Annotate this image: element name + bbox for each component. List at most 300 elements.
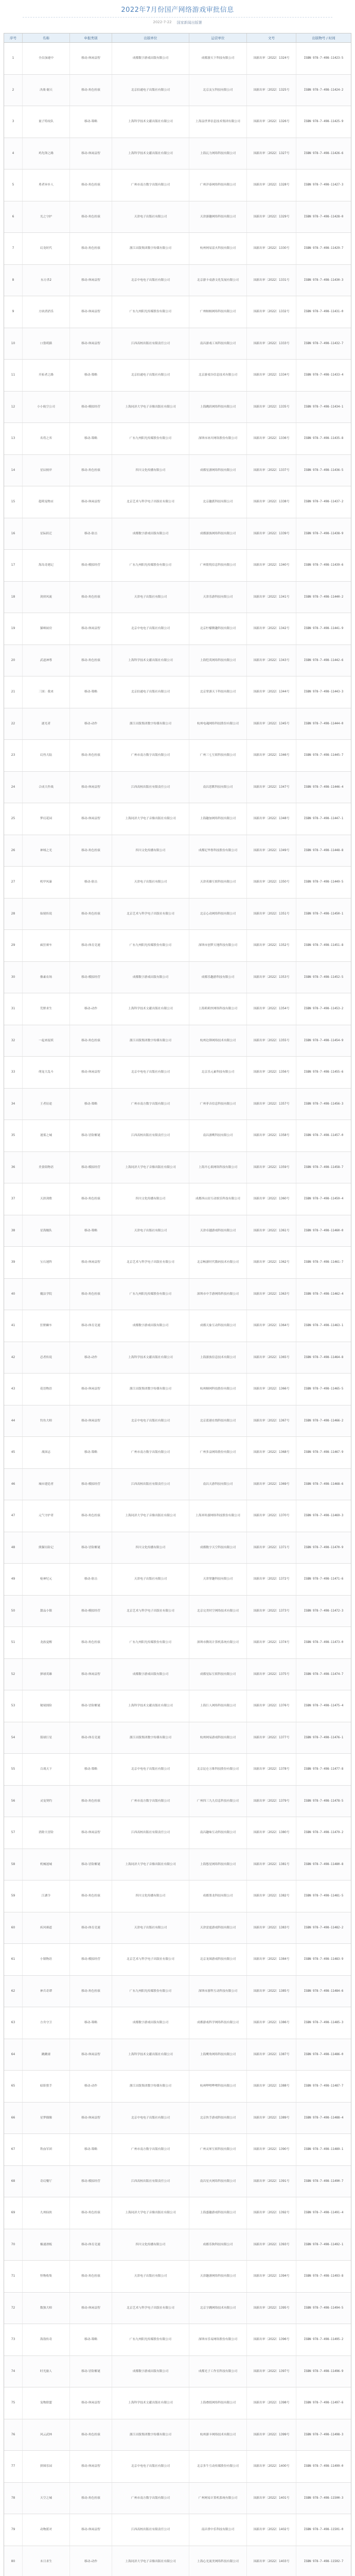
operator-cell: 成都西山居互动娱乐科技有限公司 <box>189 1183 247 1215</box>
isbn-cell: ISBN 978-7-498-11427-3 <box>304 183 344 187</box>
row-index-cell: 30 <box>4 962 23 993</box>
publisher-cell: 江西高校出版社有限责任公司 <box>112 328 189 360</box>
publisher-cell: 北京艺术与科学电子出版社有限公司 <box>112 486 189 518</box>
category-cell: 移动-模拟经营 <box>70 1944 112 1975</box>
approval-number-cell: 国新出审〔2022〕1398号 <box>247 2387 296 2419</box>
isbn-cell: ISBN 978-7-498-11461-7 <box>304 1261 344 1264</box>
category-cell: 移动-休闲益智 <box>70 138 112 170</box>
publisher-cell: 北京中电电子出版社有限公司 <box>112 1405 189 1437</box>
row-index-cell: 25 <box>4 803 23 835</box>
table-row <box>4 2356 351 2388</box>
operator-cell: 上海跳跃网络科技有限公司 <box>189 392 247 423</box>
game-name-cell: 神域之光 <box>23 835 70 867</box>
column-header-publisher: 出版单位 <box>112 33 189 42</box>
approval-number-cell: 国新出审〔2022〕1350号 <box>247 867 296 898</box>
operator-cell: 上海鹰角网络科技有限公司 <box>189 2039 247 2071</box>
operator-cell: 广州网易计算机系统有限公司 <box>189 2483 247 2514</box>
operator-cell: 广州多益网络股份有限公司 <box>189 1437 247 1468</box>
game-name-cell: 篮球巨星 <box>23 1722 70 1754</box>
game-name-cell: 枪神纪元 <box>23 1564 70 1595</box>
row-index-cell: 21 <box>4 676 23 708</box>
column-header-index: 序号 <box>4 33 23 42</box>
operator-cell: 杭州电魂网络科技股份有限公司 <box>189 708 247 740</box>
approval-number-cell: 国新出审〔2022〕1366号 <box>247 1374 296 1405</box>
publisher-cell: 广东九州阳光传媒股份有限公司 <box>112 2324 189 2355</box>
table-row <box>4 1500 351 1532</box>
game-name-cell: 怪物收集 <box>23 2261 70 2292</box>
category-cell: 移动-休闲益智 <box>70 296 112 328</box>
operator-cell: 天津趣游网络科技有限公司 <box>189 2261 247 2292</box>
operator-cell: 上海莉莉丝网络科技有限公司 <box>189 993 247 1025</box>
category-cell: 移动-休闲益智 <box>70 1057 112 1088</box>
approval-number-cell: 国新出审〔2022〕1386号 <box>247 2007 296 2039</box>
row-index-cell: 45 <box>4 1437 23 1468</box>
row-index-cell: 2 <box>4 75 23 106</box>
operator-cell: 上海叠纸网络科技有限公司 <box>189 2387 247 2419</box>
row-index-cell: 62 <box>4 1976 23 2007</box>
game-name-cell: 数独大师 <box>23 2293 70 2324</box>
category-cell: 移动-模拟经营 <box>70 392 112 423</box>
operator-cell: 成都光子工作室科技有限公司 <box>189 2356 247 2387</box>
publisher-cell: 天津电子出版社有限公司 <box>112 2261 189 2292</box>
approval-number-cell: 国新出审〔2022〕1352号 <box>247 930 296 961</box>
isbn-cell: ISBN 978-7-498-11463-1 <box>304 1324 344 1327</box>
approval-number-cell: 国新出审〔2022〕1375号 <box>247 1659 296 1690</box>
category-cell: 移动-体育竞速 <box>70 930 112 961</box>
publisher-cell: 四川文化传播有限公司 <box>112 2229 189 2261</box>
game-name-cell: 机甲风暴 <box>23 867 70 898</box>
table-row <box>4 201 351 233</box>
table-row <box>4 1754 351 1786</box>
table-row <box>4 1880 351 1912</box>
row-index-cell: 61 <box>4 1944 23 1975</box>
publisher-cell: 北京艺术与科学电子出版社有限公司 <box>112 899 189 930</box>
category-cell: 移动-射击 <box>70 867 112 898</box>
game-name-cell: 剑侠风流 <box>23 582 70 613</box>
category-cell: 移动-角色扮演 <box>70 899 112 930</box>
category-cell: 移动-角色扮演 <box>70 2261 112 2292</box>
table-row <box>4 1659 351 1691</box>
category-cell: 移动-冒险解谜 <box>70 1532 112 1564</box>
game-name-cell: 宠物联盟 <box>23 2387 70 2419</box>
publisher-cell: 江西高校出版社有限责任公司 <box>112 2166 189 2197</box>
isbn-cell: ISBN 978-7-498-11453-2 <box>304 1007 344 1010</box>
operator-cell: 天津英雄互娱科技有限公司 <box>189 867 247 898</box>
approval-number-cell: 国新出审〔2022〕1340号 <box>247 550 296 581</box>
category-cell: 移动-角色扮演 <box>70 1786 112 1817</box>
row-index-cell: 36 <box>4 1152 23 1183</box>
row-index-cell: 41 <box>4 1310 23 1342</box>
game-name-cell: 星海舰队 <box>23 1215 70 1247</box>
row-index-cell: 60 <box>4 1912 23 1944</box>
publisher-cell: 上海科学技术文献出版社有限公司 <box>112 2387 189 2419</box>
row-index-cell: 73 <box>4 2324 23 2355</box>
approval-number-cell: 国新出审〔2022〕1382号 <box>247 1880 296 1912</box>
isbn-cell: ISBN 978-7-498-11494-5 <box>304 2306 344 2310</box>
table-row <box>4 2103 351 2134</box>
isbn-cell: ISBN 978-7-498-11442-6 <box>304 658 344 662</box>
game-name-cell: 鸡先锋之路 <box>23 138 70 170</box>
isbn-cell: ISBN 978-7-498-11477-8 <box>304 1768 344 1771</box>
isbn-cell: ISBN 978-7-498-11466-2 <box>304 1419 344 1422</box>
category-cell: 移动-角色扮演 <box>70 233 112 264</box>
row-index-cell: 64 <box>4 2039 23 2071</box>
table-row <box>4 1310 351 1342</box>
operator-cell: 成都游戏科学网络科技有限公司 <box>189 2007 247 2039</box>
game-name-cell: 星辰彼岸 <box>23 455 70 486</box>
publisher-cell: 浙江出版集团数字传媒有限公司 <box>112 1374 189 1405</box>
game-name-cell: 开拓者之路 <box>23 360 70 391</box>
operator-cell: 深圳市腾讯计算机系统有限公司 <box>189 1627 247 1658</box>
operator-cell: 成都墨龙科技有限公司 <box>189 1880 247 1912</box>
game-name-cell: 逐光者 <box>23 708 70 740</box>
isbn-cell: ISBN 978-7-498-11489-1 <box>304 2148 344 2151</box>
approval-number-cell: 国新出审〔2022〕1338号 <box>247 486 296 518</box>
operator-cell: 上海盛趣游戏科技有限公司 <box>189 2197 247 2229</box>
row-index-cell: 69 <box>4 2197 23 2229</box>
game-name-cell: 动物派对 <box>23 2514 70 2546</box>
category-cell: 移动-模拟经营 <box>70 1596 112 1627</box>
game-name-cell: 神兵奇谭 <box>23 1976 70 2007</box>
row-index-cell: 78 <box>4 2483 23 2514</box>
game-name-cell: 海盗传奇 <box>23 2324 70 2355</box>
isbn-cell: ISBN 978-7-498-11467-9 <box>304 1451 344 1454</box>
publisher-cell: 天津电子出版社有限公司 <box>112 867 189 898</box>
approval-number-cell: 国新出审〔2022〕1349号 <box>247 835 296 867</box>
publisher-cell: 上海同济大学电子音像出版社有限公司 <box>112 803 189 835</box>
table-row <box>4 2071 351 2103</box>
game-name-cell: 铁血军团 <box>23 2134 70 2165</box>
approval-number-cell: 国新出审〔2022〕1347号 <box>247 772 296 803</box>
isbn-cell: ISBN 978-7-498-11487-7 <box>304 2084 344 2088</box>
game-name-cell: 狂野飙车 <box>23 1310 70 1342</box>
table-row <box>4 803 351 835</box>
row-index-cell: 79 <box>4 2514 23 2546</box>
category-cell: 移动-模拟经营 <box>70 550 112 581</box>
isbn-cell: ISBN 978-7-498-11483-9 <box>304 1958 344 1961</box>
row-index-cell: 44 <box>4 1405 23 1437</box>
row-index-cell: 22 <box>4 708 23 740</box>
isbn-cell: ISBN 978-7-498-11462-4 <box>304 1292 344 1296</box>
game-name-cell: 超萌宠物店 <box>23 486 70 518</box>
approval-number-cell: 国新出审〔2022〕1393号 <box>247 2229 296 2261</box>
approval-number-cell: 国新出审〔2022〕1324号 <box>247 43 296 74</box>
isbn-cell: ISBN 978-7-498-11498-3 <box>304 2433 344 2436</box>
approval-number-cell: 国新出审〔2022〕1336号 <box>247 423 296 454</box>
isbn-cell: ISBN 978-7-498-11485-3 <box>304 2021 344 2024</box>
row-index-cell: 15 <box>4 486 23 518</box>
category-cell: 移动-射击 <box>70 1564 112 1595</box>
category-cell: 移动-动作 <box>70 2546 112 2576</box>
publisher-cell: 上海同济大学电子音像出版社有限公司 <box>112 2546 189 2576</box>
game-name-cell: 小小航空公司 <box>23 392 70 423</box>
approval-number-cell: 国新出审〔2022〕1346号 <box>247 740 296 771</box>
isbn-cell: ISBN 978-7-498-11424-2 <box>304 88 344 92</box>
approval-number-cell: 国新出审〔2022〕1374号 <box>247 1627 296 1658</box>
operator-cell: 杭州网易游戏科技有限公司 <box>189 1722 247 1754</box>
operator-cell: 天津掌趣科技有限公司 <box>189 1564 247 1595</box>
table-row <box>4 2387 351 2419</box>
category-cell: 移动-休闲益智 <box>70 265 112 296</box>
isbn-cell: ISBN 978-7-498-11495-2 <box>304 2338 344 2341</box>
row-index-cell: 49 <box>4 1564 23 1595</box>
table-row <box>4 1564 351 1596</box>
game-name-cell: 江湖令 <box>23 1880 70 1912</box>
category-cell: 移动-模拟经营 <box>70 2166 112 2197</box>
isbn-cell: ISBN 978-7-498-11499-0 <box>304 2465 344 2468</box>
approval-number-cell: 国新出审〔2022〕1379号 <box>247 1786 296 1817</box>
approval-number-cell: 国新出审〔2022〕1359号 <box>247 1152 296 1183</box>
approval-number-cell: 国新出审〔2022〕1326号 <box>247 106 296 138</box>
approval-number-cell: 国新出审〔2022〕1373号 <box>247 1596 296 1627</box>
game-name-cell: 灵宠契约 <box>23 1786 70 1817</box>
table-row <box>4 518 351 550</box>
row-index-cell: 39 <box>4 1247 23 1278</box>
operator-cell: 上海开心果网络科技有限公司 <box>189 1152 247 1183</box>
operator-cell: 上海游族信息技术有限公司 <box>189 1342 247 1374</box>
operator-cell: 北京乐元素科技有限公司 <box>189 1057 247 1088</box>
publisher-cell: 成都数字游戏出版有限公司 <box>112 1659 189 1690</box>
category-cell: 移动-模拟经营 <box>70 962 112 993</box>
operator-cell: 北京蓝港在线科技有限公司 <box>189 1405 247 1437</box>
approval-number-cell: 国新出审〔2022〕1344号 <box>247 676 296 708</box>
isbn-cell: ISBN 978-7-498-11425-9 <box>304 120 344 123</box>
table-row <box>4 1849 351 1881</box>
table-row <box>4 1247 351 1279</box>
publisher-cell: 广州市南方数字出版有限公司 <box>112 1089 189 1120</box>
table-row <box>4 265 351 297</box>
publisher-cell: 天津电子出版社有限公司 <box>112 201 189 233</box>
publisher-cell: 江西高校出版社有限责任公司 <box>112 1469 189 1500</box>
operator-cell: 成都星际互娱科技有限公司 <box>189 1659 247 1690</box>
isbn-cell: ISBN 978-7-498-11473-0 <box>304 1641 344 1644</box>
row-index-cell: 63 <box>4 2007 23 2039</box>
table-row <box>4 1976 351 2008</box>
approval-number-cell: 国新出审〔2022〕1364号 <box>247 1310 296 1342</box>
row-index-cell: 55 <box>4 1754 23 1785</box>
category-cell: 移动-策略 <box>70 1089 112 1120</box>
category-cell: 移动-休闲益智 <box>70 1247 112 1278</box>
publisher-cell: 北京中电电子出版社有限公司 <box>112 1057 189 1088</box>
row-index-cell: 52 <box>4 1659 23 1690</box>
row-index-cell: 34 <box>4 1089 23 1120</box>
row-index-cell: 20 <box>4 645 23 676</box>
operator-cell: 南昌游鹰科技有限公司 <box>189 1120 247 1151</box>
publisher-cell: 上海同济大学电子音像出版社有限公司 <box>112 392 189 423</box>
row-index-cell: 68 <box>4 2166 23 2197</box>
isbn-cell: ISBN 978-7-498-11486-0 <box>304 2053 344 2056</box>
publisher-cell: 广州市南方数字出版有限公司 <box>112 170 189 201</box>
table-row <box>4 1120 351 1152</box>
column-header-operator: 运营单位 <box>189 33 247 42</box>
publisher-cell: 上海同济大学电子音像出版社有限公司 <box>112 1849 189 1880</box>
row-index-cell: 56 <box>4 1786 23 1817</box>
approval-table <box>4 33 351 2576</box>
table-row <box>4 1944 351 1976</box>
category-cell: 移动-策略 <box>70 1754 112 1785</box>
row-index-cell: 26 <box>4 835 23 867</box>
approval-number-cell: 国新出审〔2022〕1358号 <box>247 1120 296 1151</box>
publisher-cell: 广东九州阳光传媒股份有限公司 <box>112 930 189 961</box>
approval-number-cell: 国新出审〔2022〕1395号 <box>247 2293 296 2324</box>
isbn-cell: ISBN 978-7-498-11451-8 <box>304 944 344 947</box>
isbn-cell: ISBN 978-7-498-11439-6 <box>304 564 344 567</box>
row-index-cell: 48 <box>4 1532 23 1564</box>
table-row <box>4 550 351 582</box>
table-row <box>4 1469 351 1501</box>
category-cell: 移动-角色扮演 <box>70 835 112 867</box>
isbn-cell: ISBN 978-7-498-11476-1 <box>304 1736 344 1739</box>
table-row <box>4 2324 351 2356</box>
category-cell: 移动-角色扮演 <box>70 582 112 613</box>
game-name-cell: 元气守护者 <box>23 1500 70 1532</box>
table-row <box>4 1532 351 1564</box>
game-name-cell: 天空之城 <box>23 2483 70 2514</box>
table-row <box>4 1596 351 1628</box>
publisher-cell: 四川文化传播有限公司 <box>112 835 189 867</box>
game-name-cell: 末日求生 <box>23 2546 70 2576</box>
source-link[interactable]: 国家新闻出版署 <box>176 21 202 25</box>
row-index-cell: 13 <box>4 423 23 454</box>
approval-number-cell: 国新出审〔2022〕1348号 <box>247 803 296 835</box>
row-index-cell: 65 <box>4 2071 23 2102</box>
category-cell: 移动-模拟经营 <box>70 1152 112 1183</box>
game-name-cell: 小镇物语 <box>23 1944 70 1975</box>
approval-number-cell: 国新出审〔2022〕1388号 <box>247 2071 296 2102</box>
isbn-cell: ISBN 978-7-498-11488-4 <box>304 2116 344 2120</box>
row-index-cell: 54 <box>4 1722 23 1754</box>
game-name-cell: 像素农场 <box>23 962 70 993</box>
table-row <box>4 2514 351 2546</box>
game-name-cell: 星际跃迁 <box>23 518 70 550</box>
category-cell: 移动-角色扮演 <box>70 1500 112 1532</box>
isbn-cell: ISBN 978-7-498-11501-0 <box>304 2528 344 2531</box>
approval-number-cell: 国新出审〔2022〕1343号 <box>247 645 296 676</box>
publisher-cell: 上海同济大学电子音像出版社有限公司 <box>112 2197 189 2229</box>
table-row <box>4 1627 351 1659</box>
isbn-cell: ISBN 978-7-498-11428-0 <box>304 215 344 218</box>
operator-cell: 广州简悦信息科技有限公司 <box>189 550 247 581</box>
column-header-approval-no: 文号 <box>247 33 296 42</box>
operator-cell: 成都数字天空科技有限公司 <box>189 1532 247 1564</box>
category-cell: 移动-角色扮演 <box>70 2483 112 2514</box>
publisher-cell: 四川文化传播有限公司 <box>112 1880 189 1912</box>
approval-number-cell: 国新出审〔2022〕1370号 <box>247 1500 296 1532</box>
table-row <box>4 676 351 708</box>
isbn-cell: ISBN 978-7-498-11490-7 <box>304 2179 344 2183</box>
publisher-cell: 天津电子出版社有限公司 <box>112 1564 189 1595</box>
operator-cell: 上海恺英网络科技有限公司 <box>189 645 247 676</box>
row-index-cell: 24 <box>4 772 23 803</box>
isbn-cell: ISBN 978-7-498-11457-0 <box>304 1134 344 1137</box>
category-cell: 移动-角色扮演 <box>70 740 112 771</box>
operator-cell: 广州菲音信息科技有限公司 <box>189 1089 247 1120</box>
publisher-cell: 广东九州阳光传媒股份有限公司 <box>112 550 189 581</box>
publisher-cell: 江西高校出版社有限责任公司 <box>112 1120 189 1151</box>
category-cell: 移动-动作 <box>70 993 112 1025</box>
publisher-cell: 北京中电电子出版社有限公司 <box>112 1754 189 1785</box>
game-name-cell: 勇者异乡人 <box>23 170 70 201</box>
table-row <box>4 1374 351 1405</box>
game-name-cell: 拼图乐园 <box>23 2451 70 2482</box>
game-name-cell: 迷雾之城 <box>23 1120 70 1151</box>
game-name-cell: 一起来捉妖 <box>23 1025 70 1057</box>
operator-cell: 深圳市创梦天地科技有限公司 <box>189 930 247 961</box>
approval-number-cell: 国新出审〔2022〕1325号 <box>247 75 296 106</box>
category-cell: 移动-休闲益智 <box>70 2387 112 2419</box>
category-cell: 移动-休闲益智 <box>70 2293 112 2324</box>
game-name-cell: 全员加速中 <box>23 43 70 74</box>
row-index-cell: 10 <box>4 328 23 360</box>
table-row <box>4 613 351 645</box>
game-name-cell: 萌宠大乱斗 <box>23 1057 70 1088</box>
game-name-cell: 合成大作战 <box>23 772 70 803</box>
publisher-cell: 广东九州阳光传媒股份有限公司 <box>112 296 189 328</box>
operator-cell: 深圳市游科互动科技有限公司 <box>189 1976 247 2007</box>
publisher-cell: 北京艺术与科学电子出版社有限公司 <box>112 2293 189 2324</box>
table-row <box>4 1690 351 1722</box>
isbn-cell: ISBN 978-7-498-11464-8 <box>304 1355 344 1359</box>
publisher-cell: 上海科学技术文献出版社有限公司 <box>112 993 189 1025</box>
isbn-cell: ISBN 978-7-498-11459-4 <box>304 1197 344 1200</box>
isbn-cell: ISBN 978-7-498-11449-5 <box>304 880 344 884</box>
approval-number-cell: 国新出审〔2022〕1377号 <box>247 1722 296 1754</box>
table-row <box>4 455 351 487</box>
publisher-cell: 上海科学技术文献出版社有限公司 <box>112 1342 189 1374</box>
table-row <box>4 645 351 677</box>
category-cell: 移动-模拟经营 <box>70 1469 112 1500</box>
operator-cell: 广州三七互娱科技有限公司 <box>189 740 247 771</box>
row-index-cell: 47 <box>4 1500 23 1532</box>
publisher-cell: 浙江出版集团数字传媒有限公司 <box>112 233 189 264</box>
category-cell: 移动-冒险解谜 <box>70 2356 112 2387</box>
table-row <box>4 360 351 392</box>
game-name-cell: 幻兽大陆 <box>23 740 70 771</box>
table-row <box>4 2483 351 2515</box>
approval-number-cell: 国新出审〔2022〕1342号 <box>247 613 296 645</box>
row-index-cell: 77 <box>4 2451 23 2482</box>
category-cell: 移动-策略 <box>70 1437 112 1468</box>
table-row <box>4 1183 351 1215</box>
approval-number-cell: 国新出审〔2022〕1389号 <box>247 2103 296 2134</box>
approval-number-cell: 国新出审〔2022〕1335号 <box>247 392 296 423</box>
approval-number-cell: 国新出审〔2022〕1327号 <box>247 138 296 170</box>
operator-cell: 上海巨人网络科技有限公司 <box>189 1690 247 1722</box>
operator-cell: 广州四三九九信息科技有限公司 <box>189 1786 247 1817</box>
game-name-cell: 幻龙时代 <box>23 233 70 264</box>
operator-cell: 北京快手游戏科技有限公司 <box>189 2103 247 2134</box>
row-index-cell: 9 <box>4 296 23 328</box>
table-row <box>4 2007 351 2039</box>
publish-date: 2022-7-22 <box>153 20 172 24</box>
category-cell: 移动-动作 <box>70 1342 112 1374</box>
operator-cell: 北京心动网络科技有限公司 <box>189 899 247 930</box>
table-row <box>4 1912 351 1944</box>
isbn-cell: ISBN 978-7-498-11450-1 <box>304 912 344 916</box>
category-cell: 移动-体育竞速 <box>70 1310 112 1342</box>
row-index-cell: 72 <box>4 2293 23 2324</box>
row-index-cell: 37 <box>4 1183 23 1215</box>
category-cell: 移动-策略 <box>70 360 112 391</box>
game-name-cell: 决战·谢天 <box>23 75 70 106</box>
table-row <box>4 835 351 867</box>
publisher-cell: 广州市南方数字出版有限公司 <box>112 1437 189 1468</box>
game-name-cell: 美食街物语 <box>23 1152 70 1183</box>
isbn-cell: ISBN 978-7-498-11423-5 <box>304 57 344 60</box>
category-cell: 移动-策略 <box>70 1215 112 1247</box>
isbn-cell: ISBN 978-7-498-11492-1 <box>304 2243 344 2246</box>
game-name-cell: 钓鱼大师 <box>23 1405 70 1437</box>
